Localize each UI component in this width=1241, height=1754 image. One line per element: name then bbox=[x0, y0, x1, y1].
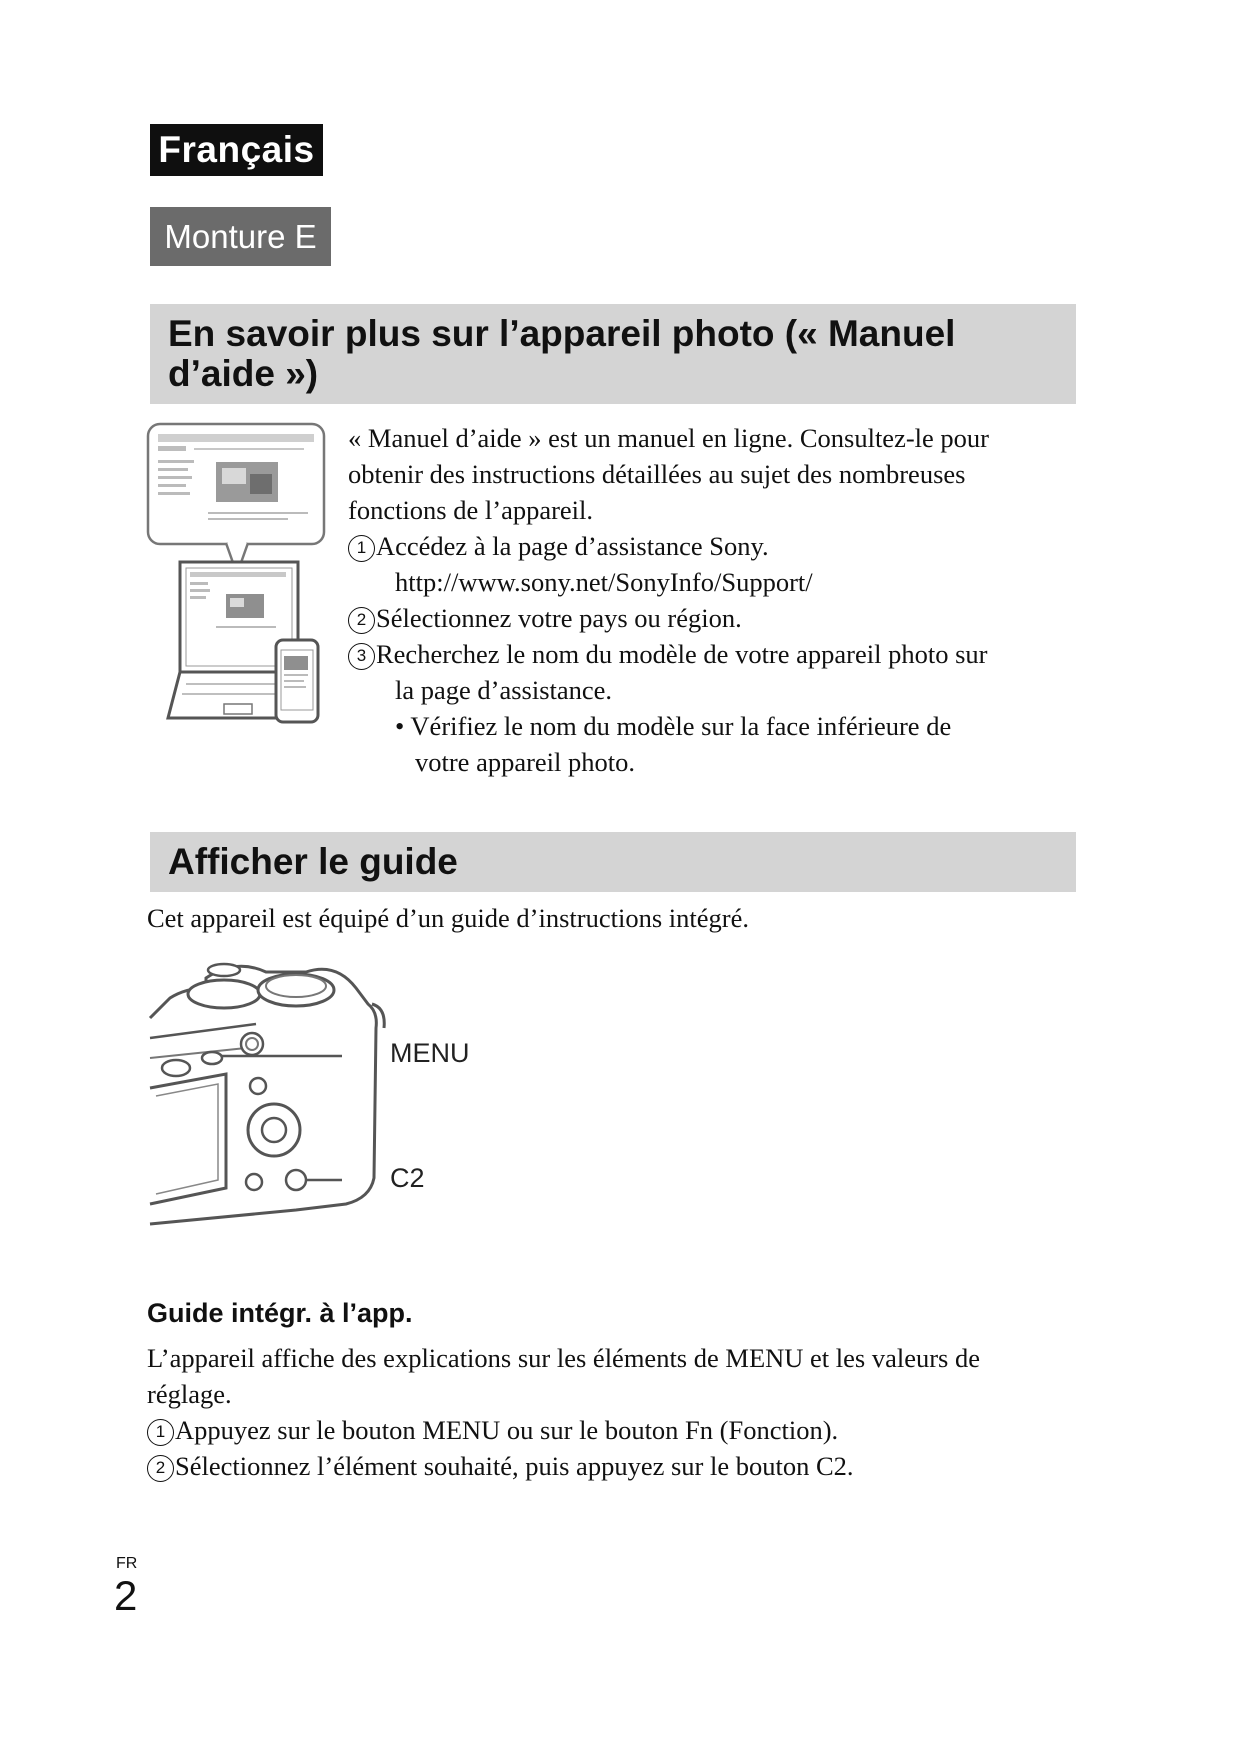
camera-back-illustration bbox=[146, 948, 396, 1248]
step-number-3: 3 bbox=[348, 643, 375, 670]
step-2: 2 Sélectionnez votre pays ou région. bbox=[348, 600, 1078, 636]
help-guide-devices-illustration bbox=[146, 422, 336, 732]
page-number: 2 bbox=[114, 1572, 138, 1619]
step-1: 1 Accédez à la page d’assistance Sony. bbox=[348, 528, 1078, 564]
mount-badge: Monture E bbox=[150, 207, 331, 266]
language-badge: Français bbox=[150, 124, 323, 176]
help-guide-text bbox=[348, 420, 1078, 780]
in-camera-guide-text bbox=[147, 1340, 1087, 1484]
step-number-2: 2 bbox=[147, 1455, 174, 1482]
c2-callout-label: C2 bbox=[390, 1163, 425, 1193]
section-title-line2: d’aide ») bbox=[168, 353, 319, 394]
guide-step-1: 1 Appuyez sur le bouton MENU ou sur le bouton Fn (Fonction). bbox=[147, 1412, 1087, 1448]
step-number-2: 2 bbox=[348, 607, 375, 634]
bullet-note-continued: votre appareil photo. bbox=[415, 747, 636, 777]
step-3: 3 Recherchez le nom du modèle de votre appareil photo sur bbox=[348, 636, 1078, 672]
c2-button-icon bbox=[286, 1170, 306, 1190]
intro-line: « Manuel d’aide » est un manuel en ligne. Consultez-le pour bbox=[348, 423, 989, 453]
bullet-note: • Vérifiez le nom du modèle sur la face inférieure de bbox=[395, 711, 952, 741]
section-header-display-guide: Afficher le guide bbox=[150, 832, 1076, 892]
mode-dial-icon bbox=[188, 980, 260, 1008]
step-number-1: 1 bbox=[348, 535, 375, 562]
menu-callout-label: MENU bbox=[390, 1038, 470, 1068]
step-number-1: 1 bbox=[147, 1419, 174, 1446]
in-camera-guide-heading: Guide intégr. à l’app. bbox=[147, 1298, 413, 1328]
guide-body-line: L’appareil affiche des explications sur les éléments de MENU et les valeurs de bbox=[147, 1343, 981, 1373]
intro-line: obtenir des instructions détaillées au sujet des nombreuses bbox=[348, 459, 966, 489]
guide-body-line: réglage. bbox=[147, 1379, 232, 1409]
intro-line: fonctions de l’appareil. bbox=[348, 495, 594, 525]
menu-button-icon bbox=[202, 1052, 222, 1064]
support-url: http://www.sony.net/SonyInfo/Support/ bbox=[395, 567, 813, 597]
page-language-code: FR bbox=[116, 1555, 138, 1572]
section-title-line1: En savoir plus sur l’appareil photo (« Manuel bbox=[168, 313, 956, 354]
guide-step-2: 2 Sélectionnez l’élément souhaité, puis appuyez sur le bouton C2. bbox=[147, 1448, 1087, 1484]
section-header-help-guide bbox=[150, 304, 1076, 404]
guide-intro-text: Cet appareil est équipé d’un guide d’instructions intégré. bbox=[147, 903, 749, 933]
step-3-continued: la page d’assistance. bbox=[395, 675, 613, 705]
